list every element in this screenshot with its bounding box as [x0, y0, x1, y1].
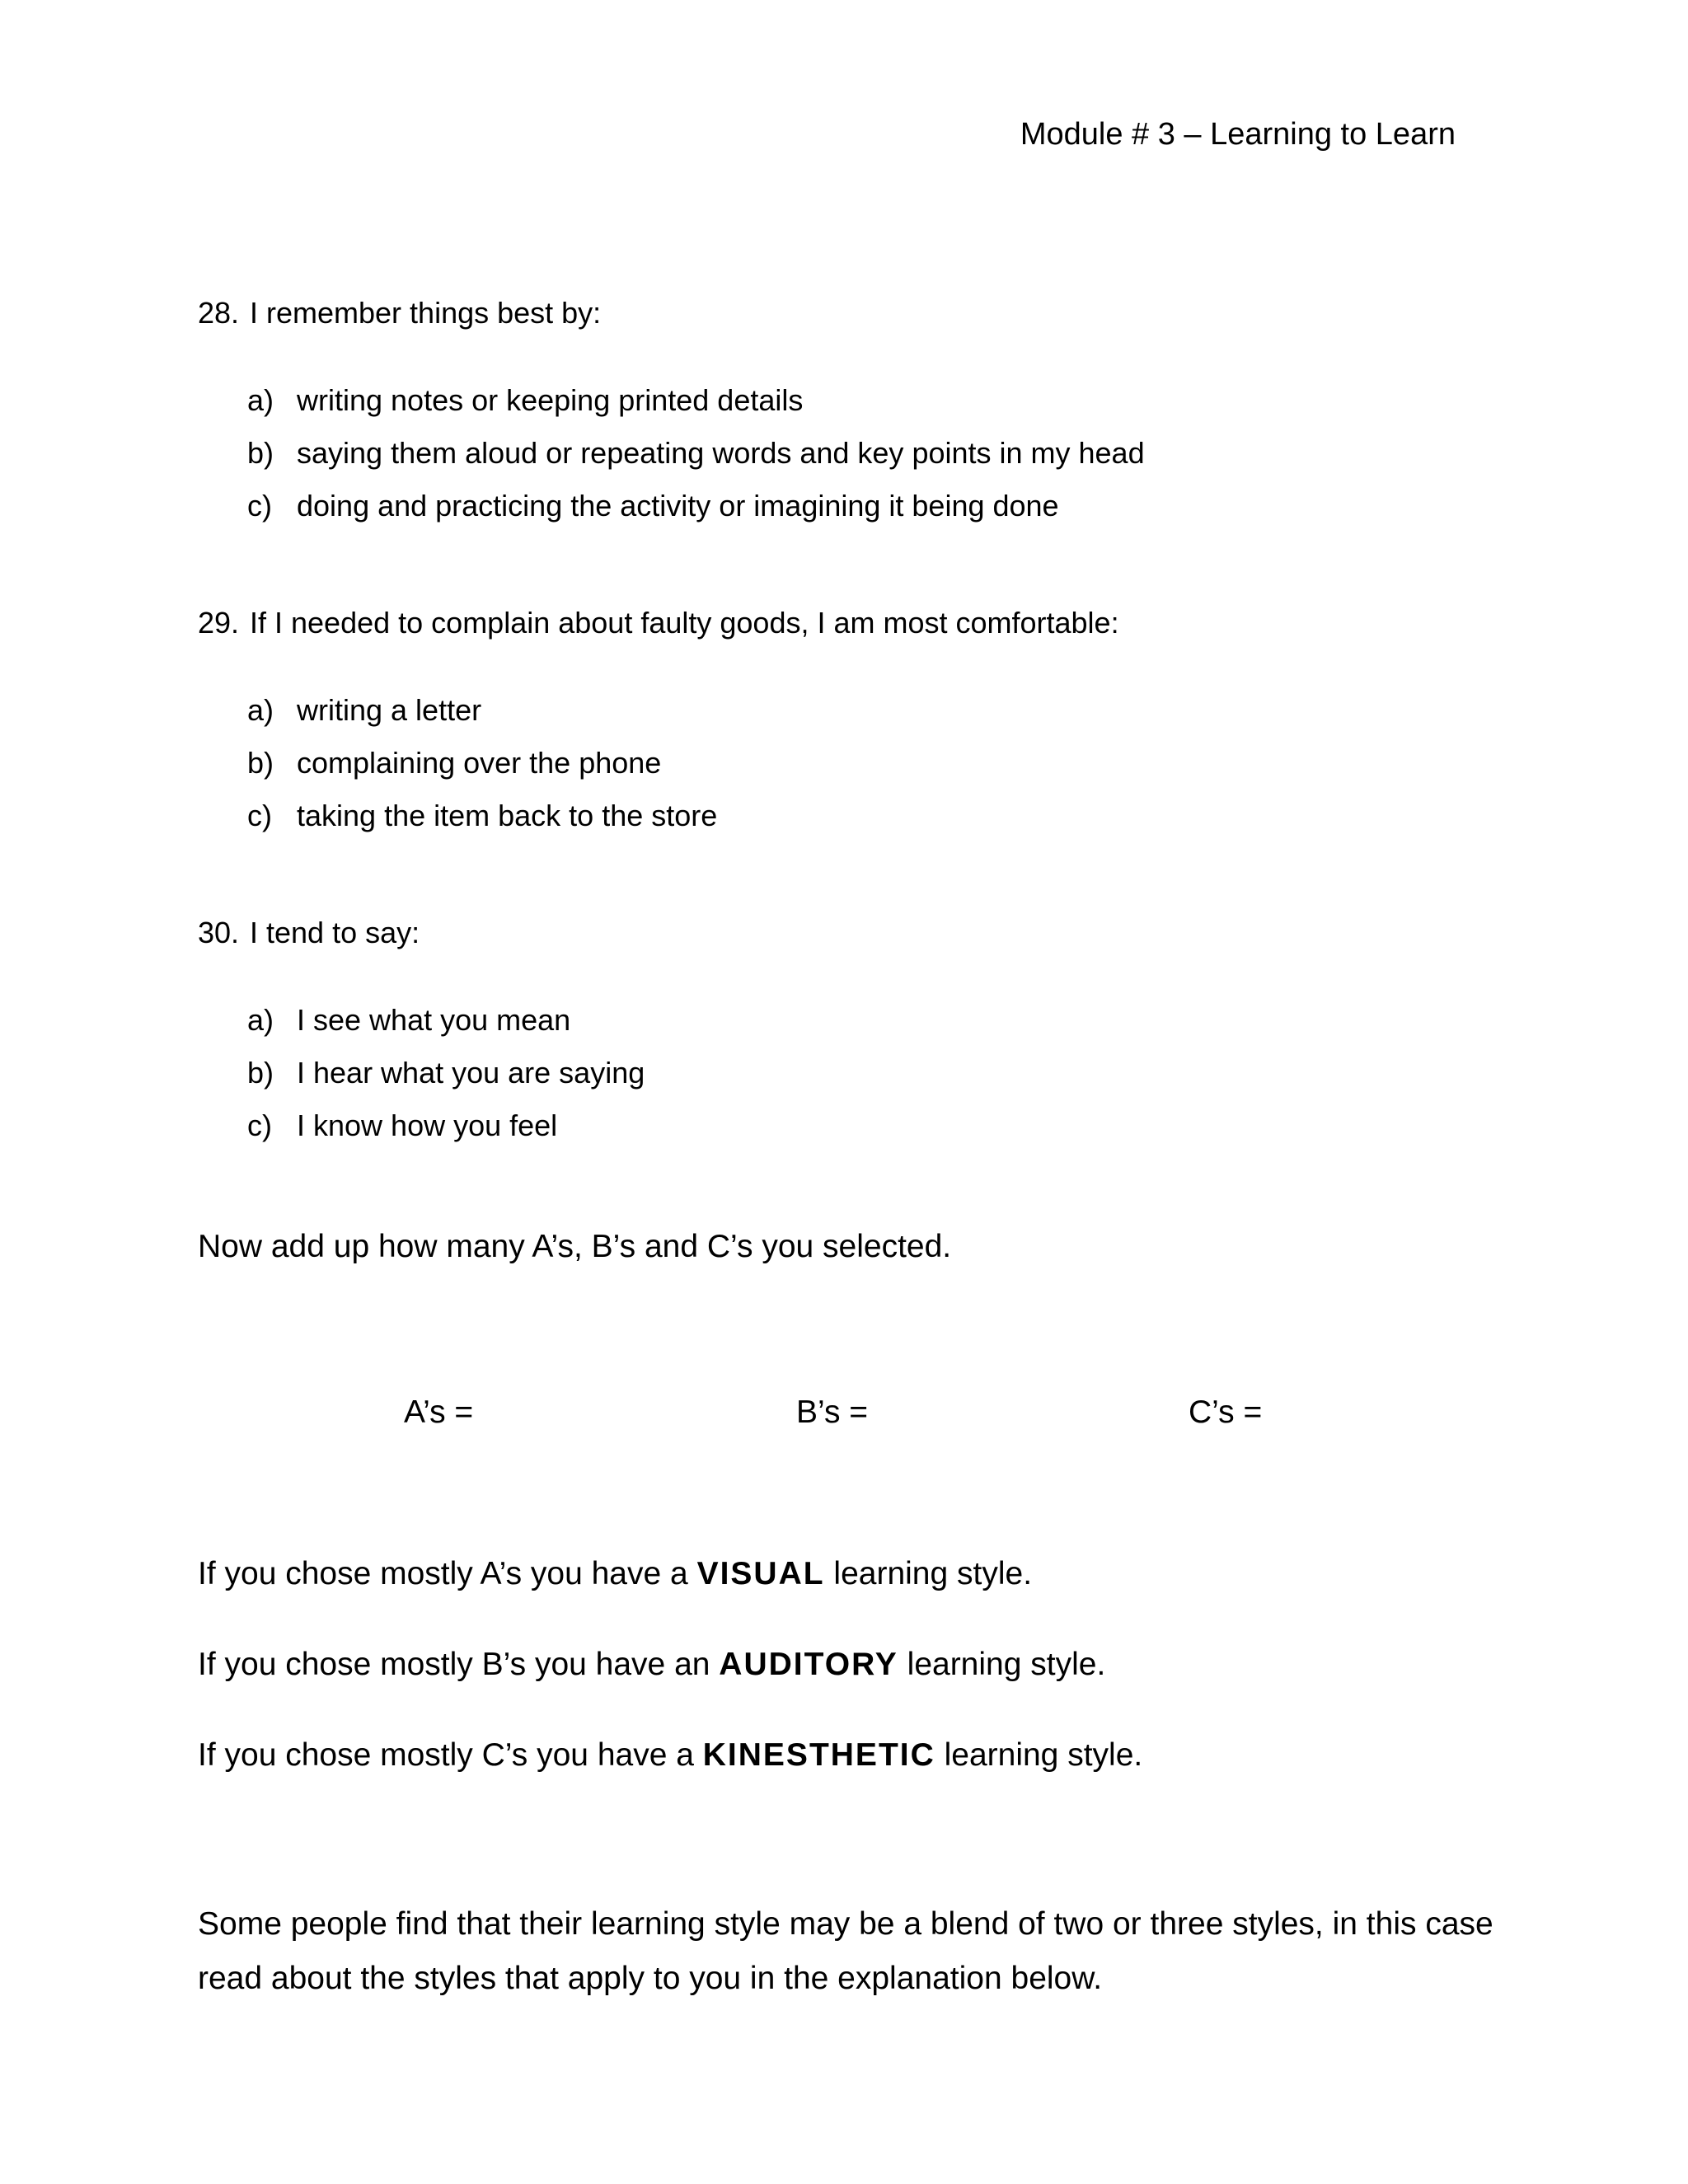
result-suffix: learning style. — [898, 1647, 1106, 1682]
question-text: If I needed to complain about faulty goods, I am most comfortable: — [250, 606, 1119, 640]
option-text: writing a letter — [297, 693, 482, 727]
option-list — [198, 382, 1517, 541]
option-letter: b) — [247, 436, 274, 470]
option-a — [247, 692, 1517, 745]
question-number: 29. — [198, 606, 240, 640]
option-letter: c) — [247, 489, 272, 523]
result-kinesthetic — [198, 1728, 1500, 1783]
option-letter: a) — [247, 383, 274, 417]
option-list — [198, 692, 1517, 851]
option-text: writing notes or keeping printed details — [297, 383, 804, 417]
option-b — [247, 435, 1517, 488]
result-suffix: learning style. — [935, 1737, 1143, 1773]
result-prefix: If you chose mostly C’s you have a — [198, 1737, 703, 1773]
question-text: I tend to say: — [250, 916, 420, 949]
option-a — [247, 382, 1517, 435]
option-text: doing and practicing the activity or imagining it being done — [297, 489, 1059, 523]
question-number: 30. — [198, 916, 240, 949]
score-b-label: B’s = — [796, 1394, 869, 1430]
blend-explanation: Some people find that their learning style may be a blend of two or three styles, in this case read about the styles that apply to you in the explanation below. — [198, 1906, 1493, 1996]
option-b — [247, 745, 1517, 798]
question-29 — [198, 605, 1517, 851]
result-prefix: If you chose mostly A’s you have a — [198, 1556, 697, 1591]
option-letter: c) — [247, 1108, 272, 1142]
option-b — [247, 1055, 1517, 1108]
option-letter: b) — [247, 746, 274, 780]
question-text: I remember things best by: — [250, 296, 602, 330]
option-letter: a) — [247, 1003, 274, 1037]
question-title — [198, 605, 1517, 641]
option-text: I know how you feel — [297, 1108, 558, 1142]
result-prefix: If you chose mostly B’s you have an — [198, 1647, 720, 1682]
option-text: saying them aloud or repeating words and key points in my head — [297, 436, 1145, 470]
option-text: taking the item back to the store — [297, 799, 718, 832]
option-text: I hear what you are saying — [297, 1056, 645, 1090]
question-title — [198, 915, 1517, 951]
option-a — [247, 1002, 1517, 1055]
result-auditory — [198, 1638, 1500, 1692]
score-a-label: A’s = — [404, 1394, 474, 1430]
option-c — [247, 488, 1517, 541]
result-suffix: learning style. — [824, 1556, 1033, 1591]
question-title — [198, 295, 1517, 331]
style-name: VISUAL — [696, 1556, 825, 1591]
option-text: I see what you mean — [297, 1003, 571, 1037]
option-text: complaining over the phone — [297, 746, 662, 780]
option-letter: a) — [247, 693, 274, 727]
question-28 — [198, 295, 1517, 541]
option-list — [198, 1002, 1517, 1160]
score-c-label: C’s = — [1189, 1394, 1263, 1430]
tally-instruction: Now add up how many A’s, B’s and C’s you selected. — [198, 1229, 952, 1264]
question-30 — [198, 915, 1517, 1160]
result-visual — [198, 1547, 1500, 1601]
module-header: Module # 3 – Learning to Learn — [1020, 117, 1456, 152]
option-c — [247, 798, 1517, 851]
option-c — [247, 1108, 1517, 1160]
option-letter: c) — [247, 799, 272, 832]
style-name: KINESTHETIC — [702, 1737, 935, 1773]
option-letter: b) — [247, 1056, 274, 1090]
style-name: AUDITORY — [719, 1647, 898, 1682]
question-number: 28. — [198, 296, 240, 330]
